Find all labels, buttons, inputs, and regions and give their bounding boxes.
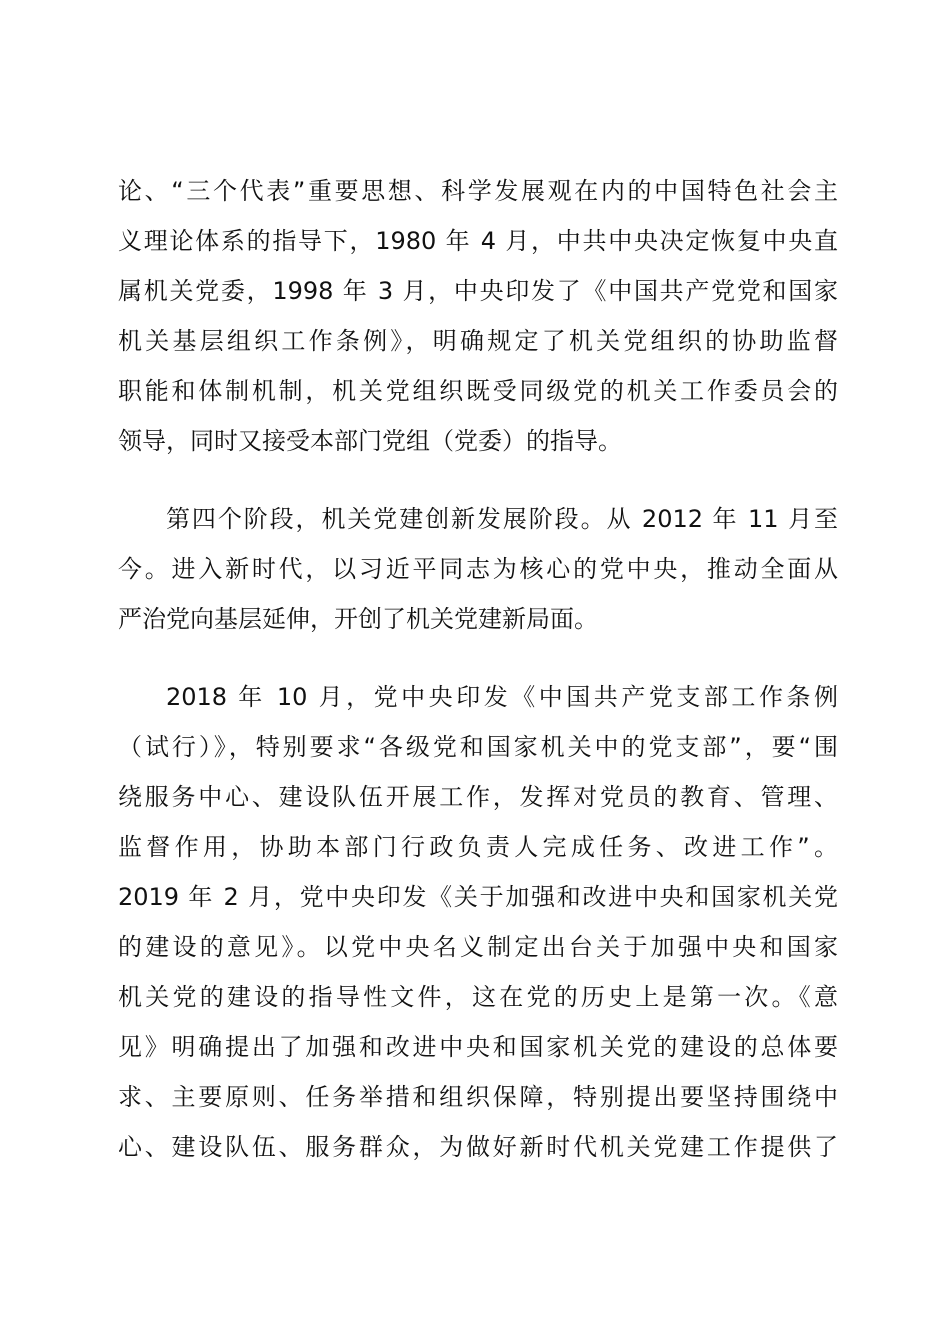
text-line: 义理论体系的指导下，1980 年 4 月，中共中央决定恢复中央直 (118, 227, 838, 255)
text-line: 见》明确提出了加强和改进中央和国家机关党的建设的总体要 (118, 1033, 838, 1061)
document-body (118, 166, 838, 1172)
paragraph-2 (118, 494, 838, 644)
text-line: 属机关党委，1998 年 3 月，中央印发了《中国共产党党和国家 (118, 277, 838, 305)
text-line: 机关党的建设的指导性文件，这在党的历史上是第一次。《意 (118, 983, 838, 1011)
text-line: 绕服务中心、建设队伍开展工作，发挥对党员的教育、管理、 (118, 783, 838, 811)
text-line: 职能和体制机制，机关党组织既受同级党的机关工作委员会的 (118, 377, 838, 405)
text-line: 求、主要原则、任务举措和组织保障，特别提出要坚持围绕中 (118, 1083, 838, 1111)
text-line: 2018 年 10 月，党中央印发《中国共产党支部工作条例 (166, 683, 838, 711)
paragraph-1 (118, 166, 838, 466)
paragraph-gap (118, 644, 838, 672)
text-line: 领导，同时又接受本部门党组（党委）的指导。 (118, 427, 622, 455)
text-line: 的建设的意见》。以党中央名义制定出台关于加强中央和国家 (118, 933, 838, 961)
text-line: 机关基层组织工作条例》，明确规定了机关党组织的协助监督 (118, 327, 838, 355)
text-line: （试行）》，特别要求“各级党和国家机关中的党支部”，要“围 (118, 733, 838, 761)
text-line: 今。进入新时代，以习近平同志为核心的党中央，推动全面从 (118, 555, 838, 583)
text-line: 心、建设队伍、服务群众，为做好新时代机关党建工作提供了 (118, 1133, 838, 1161)
text-line: 2019 年 2 月，党中央印发《关于加强和改进中央和国家机关党 (118, 883, 838, 911)
text-line: 论、“三个代表”重要思想、科学发展观在内的中国特色社会主 (118, 177, 838, 205)
paragraph-gap (118, 466, 838, 494)
text-line: 监督作用，协助本部门行政负责人完成任务、改进工作”。 (118, 833, 838, 861)
text-line: 第四个阶段，机关党建创新发展阶段。从 2012 年 11 月至 (166, 505, 838, 533)
paragraph-3 (118, 672, 838, 1172)
text-line: 严治党向基层延伸，开创了机关党建新局面。 (118, 605, 598, 633)
